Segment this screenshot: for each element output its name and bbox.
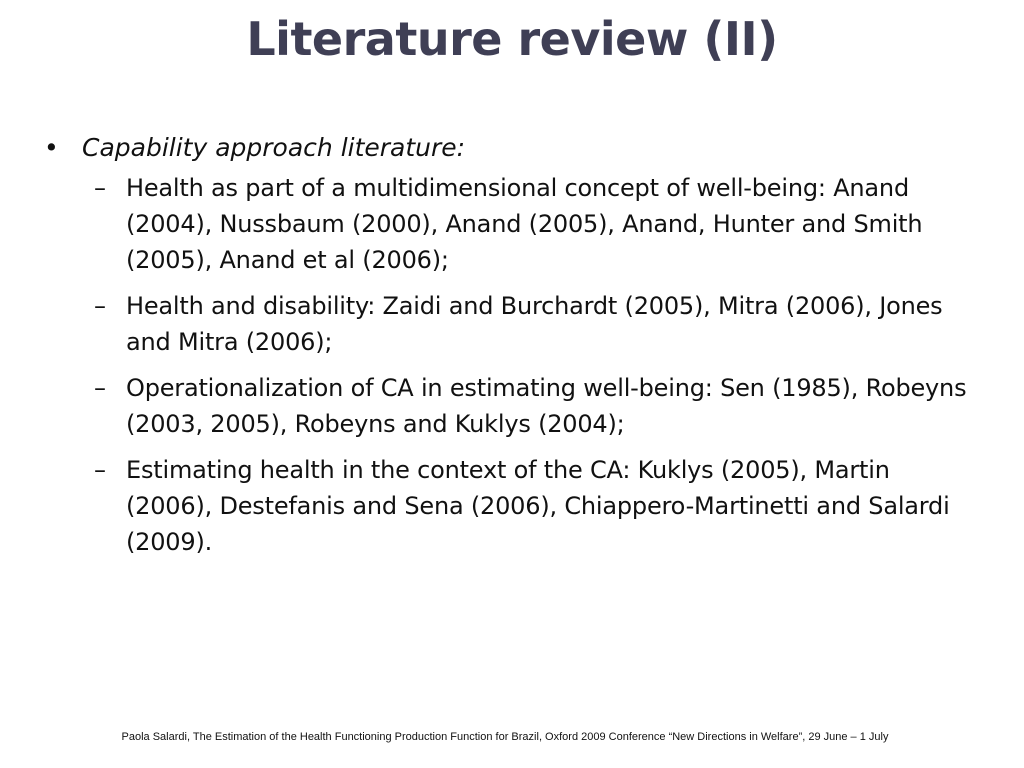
slide-content bbox=[44, 130, 974, 570]
dash-icon: – bbox=[94, 374, 106, 402]
sub-bullet-text: Estimating health in the context of the CA: Kuklys (2005), Martin (2006), Destefanis and Sena (2006), Chiappero-Martinetti and Salardi (2009). bbox=[126, 456, 950, 556]
dash-icon: – bbox=[94, 174, 106, 202]
slide-title: Literature review (II) bbox=[246, 12, 778, 66]
sub-bullet-item bbox=[94, 452, 974, 560]
sub-bullet-item bbox=[94, 370, 974, 442]
dash-icon: – bbox=[94, 292, 106, 320]
sub-bullet-text: Health and disability: Zaidi and Burchardt (2005), Mitra (2006), Jones and Mitra (2006); bbox=[126, 292, 943, 356]
sub-bullet-list bbox=[94, 170, 974, 560]
sub-bullet-text: Health as part of a multidimensional concept of well-being: Anand (2004), Nussbaum (2000), Anand (2005), Anand, Hunter and Smith (2005), Anand et al (2006); bbox=[126, 174, 923, 274]
sub-bullet-item bbox=[94, 170, 974, 278]
dash-icon: – bbox=[94, 456, 106, 484]
bullet-heading: Capability approach literature: bbox=[82, 133, 466, 162]
bullet-item-capability-approach bbox=[44, 130, 974, 166]
sub-bullet-item bbox=[94, 288, 974, 360]
sub-bullet-text: Operationalization of CA in estimating well-being: Sen (1985), Robeyns (2003, 2005), Robeyns and Kuklys (2004); bbox=[126, 374, 967, 438]
bullet-icon: • bbox=[44, 133, 59, 162]
slide-footer: Paola Salardi, The Estimation of the Health Functioning Production Function for Brazil, Oxford 2009 Conference “New Directions in Welfare”, 29 June – 1 July bbox=[121, 731, 889, 743]
